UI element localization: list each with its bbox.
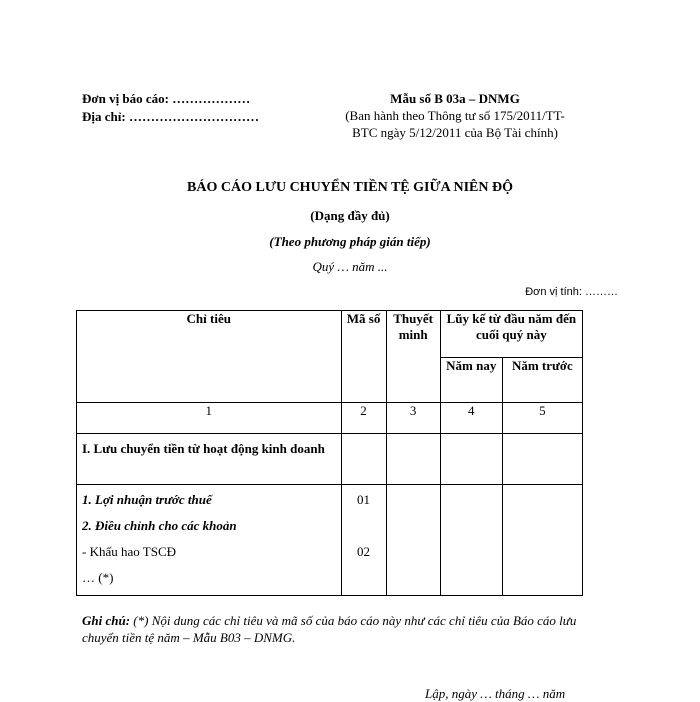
report-method: (Theo phương pháp gián tiếp) — [269, 234, 431, 249]
reporting-entity-block — [82, 90, 259, 126]
section-row — [77, 434, 583, 485]
footnote-label: Ghi chú: — [82, 613, 131, 628]
row-labels — [77, 485, 341, 595]
issued-line-2: BTC ngày 5/12/2011 của Bộ Tài chính) — [352, 125, 558, 140]
row-code — [342, 569, 386, 595]
row-label: 2. Điều chỉnh cho các khoản — [82, 518, 237, 533]
form-number: Mẫu số B 03a – DNMG — [390, 91, 520, 106]
column-number: 3 — [386, 403, 440, 434]
reporting-unit-line: Đơn vị báo cáo: ……………… — [82, 91, 251, 106]
header-code: Mã số — [341, 311, 386, 403]
row-codes — [342, 485, 386, 595]
row-label: - Khấu hao TSCĐ — [82, 544, 177, 559]
report-title: BÁO CÁO LƯU CHUYỂN TIỀN TỆ GIỮA NIÊN ĐỘ — [187, 180, 513, 195]
row-label: 1. Lợi nhuận trước thuế — [82, 492, 212, 507]
footnote — [82, 612, 612, 646]
row-code: 01 — [357, 492, 371, 507]
footnote-text: (*) Nội dung các chỉ tiêu và mã số của báo cáo này như các chỉ tiêu của Báo cáo lưu chuyển tiền tệ năm – Mẫu B03 – DNMG. — [82, 613, 577, 645]
address-line: Địa chỉ: ………………………… — [82, 109, 259, 124]
column-number: 1 — [77, 403, 342, 434]
row-code — [342, 517, 386, 543]
signature-date: Lập, ngày … tháng … năm — [425, 686, 566, 701]
header-previous-year: Năm trước — [502, 358, 582, 403]
table-row — [77, 485, 583, 596]
row-code: 02 — [357, 544, 371, 559]
form-info-block — [330, 90, 580, 141]
report-period: Quý … năm ... — [312, 259, 388, 274]
issued-line-1: (Ban hành theo Thông tư số 175/2011/TT- — [345, 108, 565, 123]
header-item: Chỉ tiêu — [77, 311, 342, 403]
header-note: Thuyết minh — [386, 311, 440, 403]
column-number: 2 — [341, 403, 386, 434]
column-number: 5 — [502, 403, 582, 434]
cash-flow-table — [76, 310, 583, 596]
header-accumulated: Lũy kế từ đầu năm đến cuối quý này — [440, 311, 582, 358]
section-title: I. Lưu chuyển tiền từ hoạt động kinh doanh — [82, 441, 325, 456]
column-number-row — [77, 403, 583, 434]
header-current-year: Năm nay — [440, 358, 502, 403]
currency-unit: Đơn vị tính: ……… — [525, 286, 618, 298]
report-subtitle: (Dạng đầy đủ) — [310, 208, 390, 223]
column-number: 4 — [440, 403, 502, 434]
row-label: … (*) — [82, 570, 114, 585]
